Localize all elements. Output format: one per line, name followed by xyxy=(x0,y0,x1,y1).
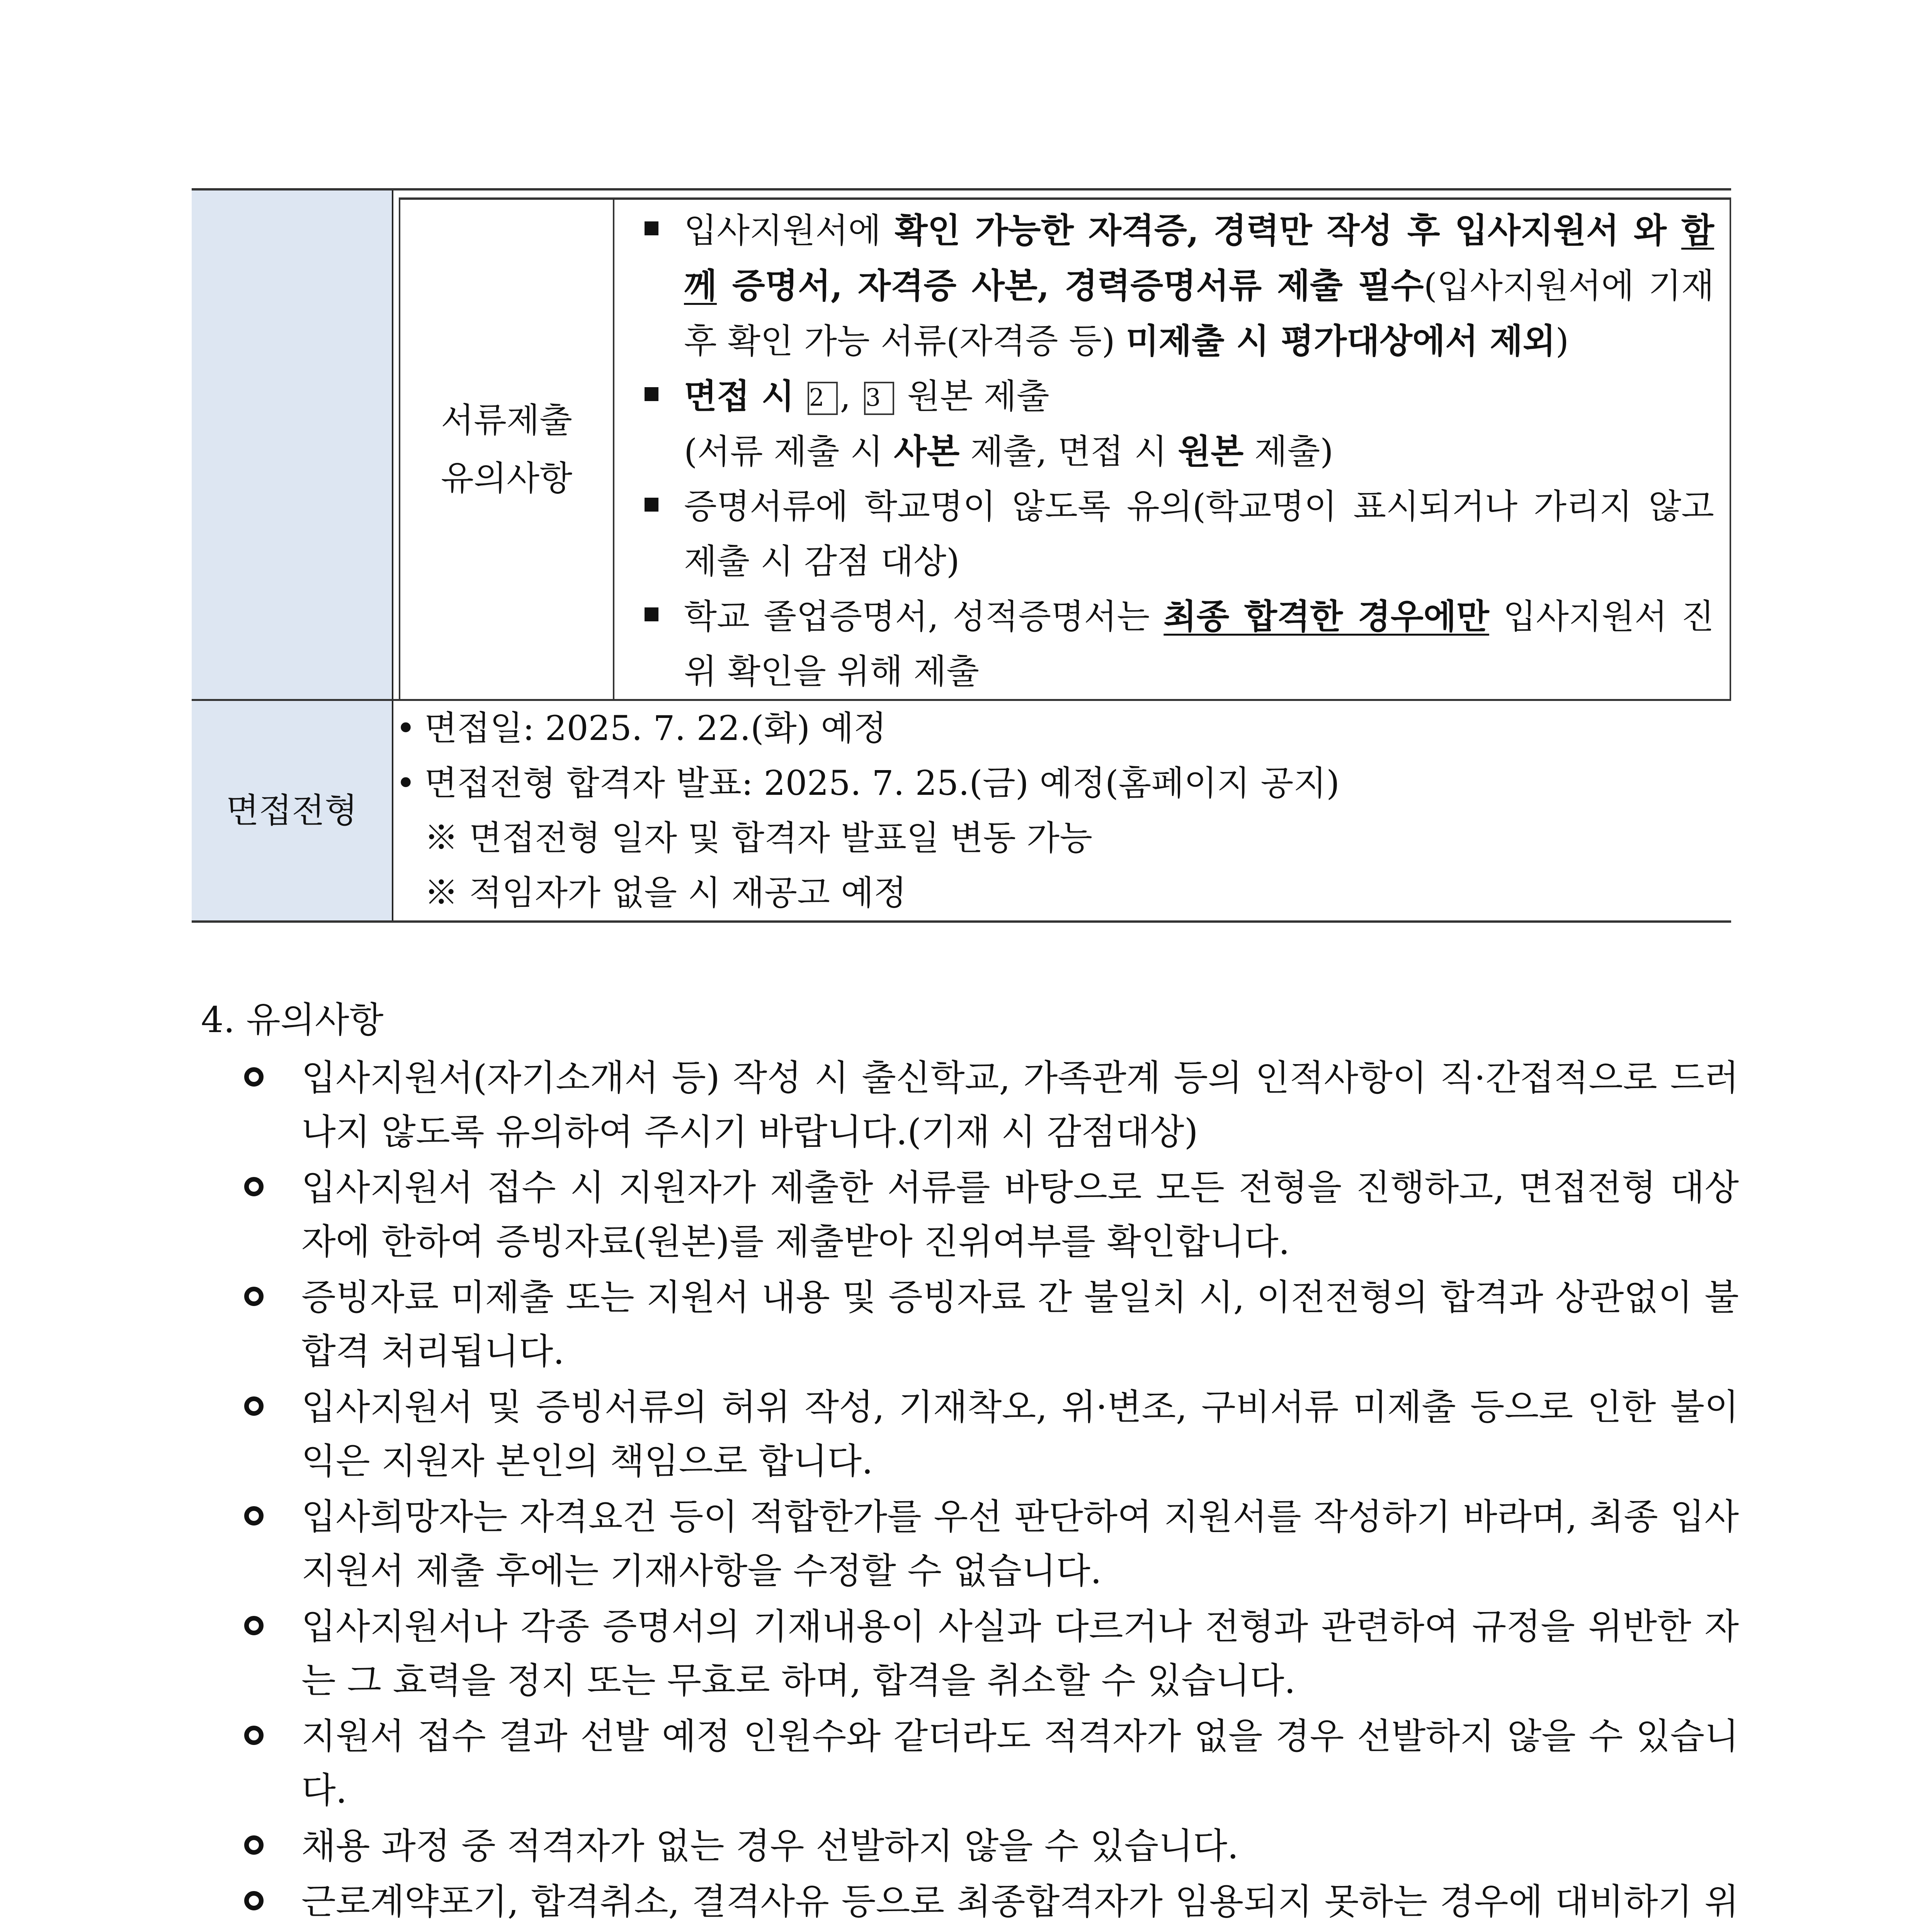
number-box-2: 2 xyxy=(808,382,838,415)
document-notes-label: 서류제출 유의사항 xyxy=(400,199,614,699)
circle-bullet-icon xyxy=(244,1616,264,1635)
list-item: 채용 과정 중 적격자가 없는 경우 선발하지 않을 수 있습니다. xyxy=(240,1819,1739,1873)
circle-bullet-icon xyxy=(244,1506,264,1526)
list-item: 입사희망자는 자격요건 등이 적합한가를 우선 판단하여 지원서를 작성하기 바라며, 최종 입사지원서 제출 후에는 기재사항을 수정할 수 없습니다. xyxy=(240,1490,1739,1598)
document-notes-cell xyxy=(393,189,1731,700)
list-item: 면접 시 2 , 3 원본 제출 (서류 제출 시 사본 제출, 면접 시 원본 제출) xyxy=(638,369,1714,479)
circle-bullet-icon xyxy=(244,1726,264,1745)
list-item: 입사지원서나 각종 증명서의 기재내용이 사실과 다르거나 전형과 관련하여 규정을 위반한 자는 그 효력을 정지 또는 무효로 하며, 합격을 취소할 수 있습니다. xyxy=(240,1600,1739,1708)
list-item: 근로계약포기, 합격취소, 결격사유 등으로 최종합격자가 임용되지 못하는 경우에 대비하기 위 xyxy=(240,1875,1739,1932)
notes-list xyxy=(240,1051,1739,1932)
list-item: 입사지원서(자기소개서 등) 작성 시 출신학교, 가족관계 등의 인적사항이 직·간접적으로 드러나지 않도록 유의하여 주시기 바랍니다.(기재 시 감점대상) xyxy=(240,1051,1739,1159)
circle-bullet-icon xyxy=(244,1177,264,1196)
circle-bullet-icon xyxy=(244,1396,264,1416)
list-item: 입사지원서에 확인 가능한 자격증, 경력만 작성 후 입사지원서 와 함께 증명서, 자격증 사본, 경력증명서류 제출 필수(입사지원서에 기재 후 확인 가능 서류(자격증 등) 미제출 시 평가대상에서 제외) xyxy=(638,203,1714,369)
recruitment-table xyxy=(192,188,1731,923)
list-item: 입사지원서 접수 시 지원자가 제출한 서류를 바탕으로 모든 전형을 진행하고, 면접전형 대상자에 한하여 증빙자료(원본)를 제출받아 진위여부를 확인합니다. xyxy=(240,1161,1739,1269)
list-item: 증빙자료 미제출 또는 지원서 내용 및 증빙자료 간 불일치 시, 이전전형의 합격과 상관없이 불합격 처리됩니다. xyxy=(240,1270,1739,1379)
circle-bullet-icon xyxy=(244,1891,264,1910)
table-row xyxy=(192,189,1731,700)
list-item: 입사지원서 및 증빙서류의 허위 작성, 기재착오, 위·변조, 구비서류 미제출 등으로 인한 불이익은 지원자 본인의 책임으로 합니다. xyxy=(240,1380,1739,1488)
interview-date: • 면접일: 2025. 7. 22.(화) 예정 xyxy=(393,701,1731,756)
table-row xyxy=(192,700,1731,922)
row-header-empty xyxy=(192,189,393,700)
number-box-3: 3 xyxy=(864,382,894,415)
circle-bullet-icon xyxy=(244,1287,264,1306)
circle-bullet-icon xyxy=(244,1835,264,1855)
interview-note: ※ 면접전형 일자 및 합격자 발표일 변동 가능 xyxy=(424,818,1092,858)
section-title: 4. 유의사항 xyxy=(201,999,384,1041)
circle-bullet-icon xyxy=(244,1067,264,1087)
interview-label: 면접전형 xyxy=(192,700,393,922)
list-item: 증명서류에 학교명이 않도록 유의(학교명이 표시되거나 가리지 않고 제출 시 감점 대상) xyxy=(638,479,1714,589)
document-notes-content xyxy=(614,199,1730,699)
interview-content xyxy=(393,700,1731,922)
interview-note: ※ 적임자가 없을 시 재공고 예정 xyxy=(424,873,907,913)
list-item: 지원서 접수 결과 선발 예정 인원수와 같더라도 적격자가 없을 경우 선발하지 않을 수 있습니다. xyxy=(240,1709,1739,1818)
list-item: 학교 졸업증명서, 성적증명서는 최종 합격한 경우에만 입사지원서 진위 확인을 위해 제출 xyxy=(638,589,1714,699)
interview-result-date: • 면접전형 합격자 발표: 2025. 7. 25.(금) 예정(홈페이지 공지) xyxy=(393,756,1731,811)
document-notes-table xyxy=(399,197,1731,699)
